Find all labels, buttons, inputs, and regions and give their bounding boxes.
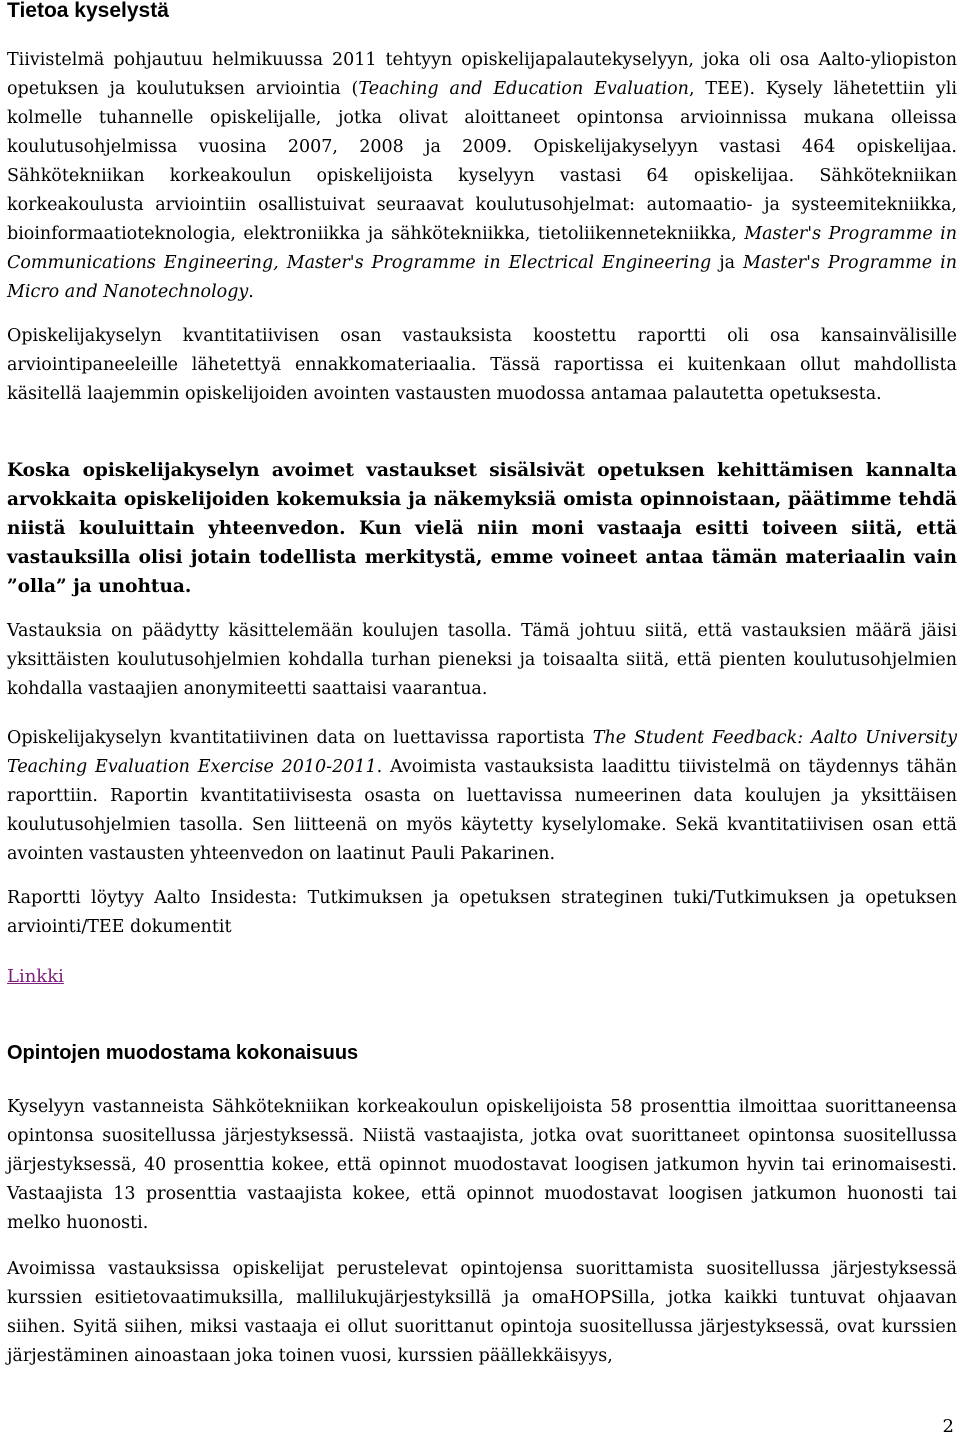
paragraph-jarjestys: Kyselyyn vastanneista Sähkötekniikan korkeakoulun opiskelijoista 58 prosenttia ilmoittaa suorittaneensa opintonsa suositellussa järjestyksessä. Niistä vastaajista, jotka ovat suorittaneet opintonsa suositellussa järjestyksessä, 40 prosenttia kokee, että opinnot muodostavat loogisen jatkumon hyvin tai erinomaisesti. Vastaajista 13 prosenttia vastaajista kokee, että opinnot muodostavat loogisen jatkumon huonosti tai melko huonosti.	[7, 1097, 957, 1233]
paragraph-koulujen-taso: Vastauksia on päädytty käsittelemään koulujen tasolla. Tämä johtuu siitä, että vastauksien määrä jäisi yksittäisten koulutusohjelmien kohdalla turhan pieneksi ja toisaalta siitä, että pienten koulutusohjelmien kohdalla vastaajien anonymiteetti saattaisi vaarantua.	[7, 621, 957, 699]
section-title-opintojen-kokonaisuus: Opintojen muodostama kokonaisuus	[7, 1042, 359, 1064]
paragraph-aalto-inside: Raportti löytyy Aalto Insidesta: Tutkimuksen ja opetuksen strateginen tuki/Tutkimuksen ja opetuksen arviointi/TEE dokumentit	[7, 888, 957, 937]
intro-italic-programmes: Master's Programme in Communications Engineering, Master's Programme in Electrical Engineering	[7, 224, 957, 273]
paragraph-intro	[7, 46, 957, 307]
intro-text-b: , TEE). Kysely lähetettiin yli kolmelle tuhannelle opiskelijalle, jotka olivat aloittaneet opintonsa arvioinnissa mukana olleissa koulutusohjelmissa vuosina 2007, 2008 ja 2009. Opiskelijakyselyyn vastasi 464 opiskelijaa. Sähkötekniikan korkeakoulun opiskelijoista kyselyyn vastasi 64 opiskelijaa. Sähkötekniikan korkeakoulusta arviointiin osallistuivat seuraavat koulutusohjelmat: automaatio- ja systeemitekniikka, bioinformaatioteknologia, elektroniikka ja sähkötekniikka, tietoliikennetekniikka,	[7, 79, 957, 244]
section-title-tietoa-kyselysta: Tietoa kyselystä	[7, 0, 169, 22]
intro-italic-micro: Master's Programme in Micro and Nanotechnology	[7, 253, 957, 302]
paragraph-kvantitatiivinen	[7, 724, 957, 869]
intro-text-c: ja	[711, 253, 744, 273]
kvant-text-a: Opiskelijakyselyn kvantitatiivinen data on luettavissa raportista	[7, 728, 593, 748]
paragraph-bold-yhteenveto: Koska opiskelijakyselyn avoimet vastaukset sisälsivät opetuksen kehittämisen kannalta arvokkaita opiskelijoiden kokemuksia ja näkemyksiä omista opinnoistaan, päätimme tehdä niistä kouluittain yhteenvedon. Kun vielä niin moni vastaaja esitti toiveen siitä, että vastauksilla olisi jotain todellista merkitystä, emme voineet antaa tämän materiaalin vain ”olla” ja unohtua.	[7, 460, 957, 597]
kvant-italic-report: The Student Feedback: Aalto University Teaching Evaluation Exercise 2010-2011	[7, 728, 958, 777]
intro-italic-tee: Teaching and Education Evaluation	[358, 79, 689, 99]
intro-text-a: Tiivistelmä pohjautuu helmikuussa 2011 tehtyyn opiskelijapalautekyselyyn, joka oli osa Aalto-yliopiston opetuksen ja koulutuksen arviointia (	[7, 50, 957, 99]
kvant-text-b: . Avoimista vastauksista laadittu tiivistelmä on täydennys tähän raporttiin. Raportin kvantitatiivisesta osasta on luettavissa numeerinen data koulujen ja yksittäisen koulutusohjelmien tasolla. Sen liitteenä on myös käytetty kyselylomake. Sekä kvantitatiivisen osan että avointen vastausten yhteenvedon on laatinut Pauli Pakarinen.	[7, 757, 957, 864]
paragraph-avoimet-vastaukset: Avoimissa vastauksissa opiskelijat perustelevat opintojensa suorittamista suositellussa järjestyksessä kurssien esitietovaatimuksilla, mallilukujärjestyksillä ja omaHOPSilla, jotka kaikki tuntuvat ohjaavan siihen. Syitä siihen, miksi vastaaja ei ollut suorittanut opintoja suositellussa järjestyksessä, ovat kurssien järjestäminen ainoastaan joka toinen vuosi, kurssien päällekkäisyys,	[7, 1259, 957, 1366]
page-number: 2	[942, 1416, 954, 1437]
linkki-link[interactable]: Linkki	[7, 966, 64, 987]
paragraph-raportti: Opiskelijakyselyn kvantitatiivisen osan vastauksista koostettu raportti oli osa kansainvälisille arviointipaneeleille lähetettyä ennakkomateriaalia. Tässä raportissa ei kuitenkaan ollut mahdollista käsitellä laajemmin opiskelijoiden avointen vastausten muodossa antamaa palautetta opetuksesta.	[7, 326, 957, 404]
intro-text-d: .	[248, 282, 254, 302]
